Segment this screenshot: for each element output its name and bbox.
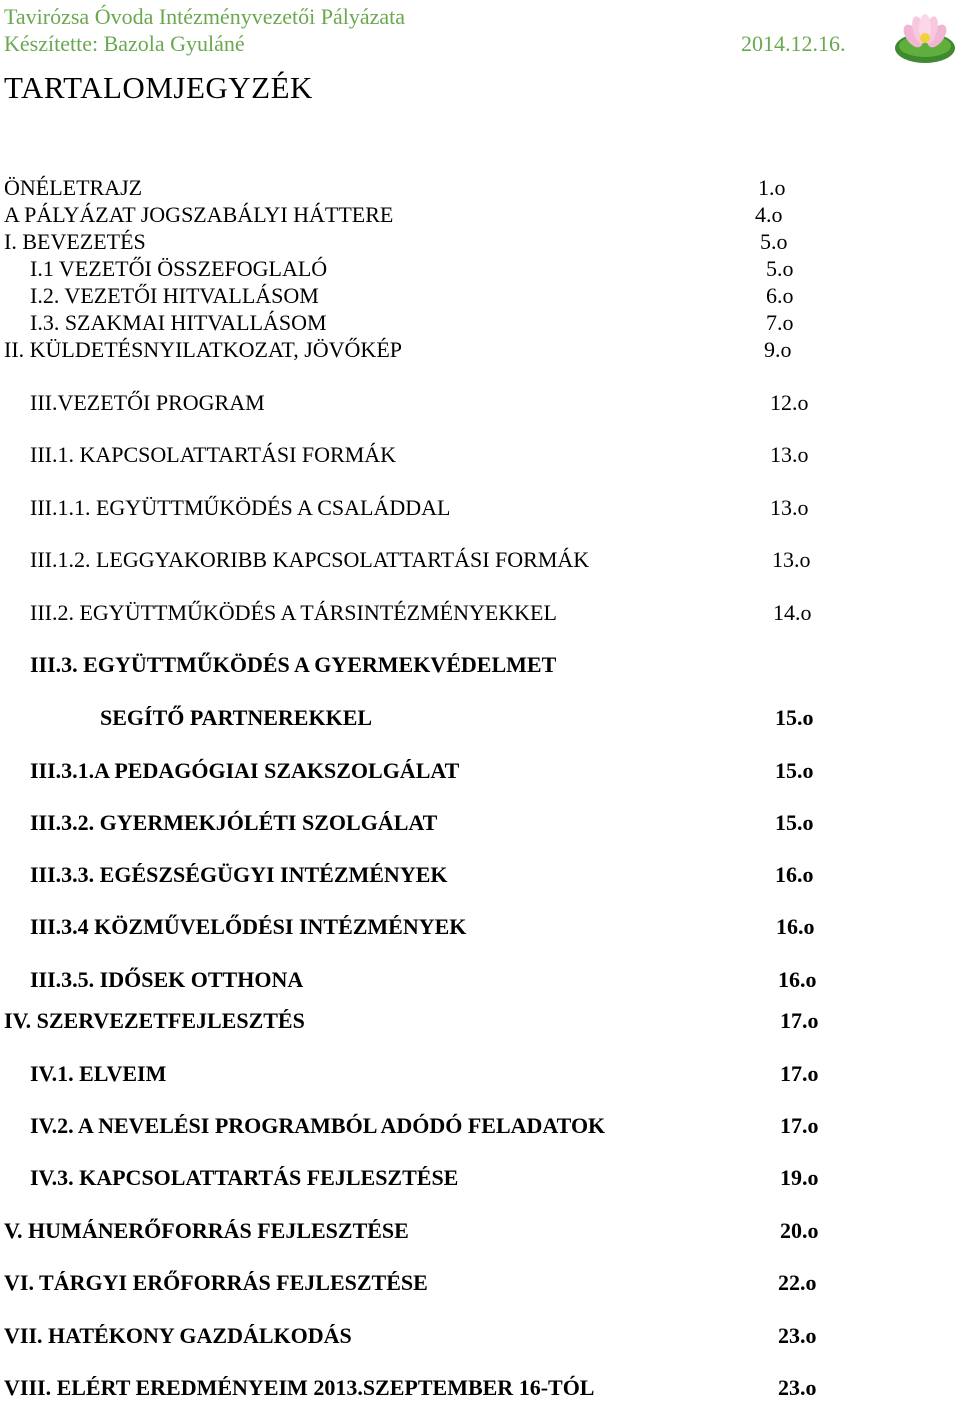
toc-entry-label: III.3.3. EGÉSZSÉGÜGYI INTÉZMÉNYEK [30,862,448,887]
toc-entry-page: 22.o [778,1270,817,1295]
toc-entry-label: A PÁLYÁZAT JOGSZABÁLYI HÁTTERE [4,202,394,227]
toc-entry-label: VIII. ELÉRT EREDMÉNYEIM 2013.SZEPTEMBER 16-TÓL [4,1375,595,1400]
toc-entry-label: III.3.1.A PEDAGÓGIAI SZAKSZOLGÁLAT [30,758,460,783]
toc-entry-label: V. HUMÁNERŐFORRÁS FEJLESZTÉSE [4,1218,409,1243]
toc-entry-label: III.1.1. EGYÜTTMŰKÖDÉS A CSALÁDDAL [30,495,451,520]
toc-entry-label: ÖNÉLETRAJZ [4,175,143,200]
toc-entry-page: 5.o [760,229,788,254]
toc-entry-page: 23.o [778,1323,817,1348]
toc-entry-label: I.3. SZAKMAI HITVALLÁSOM [30,310,327,335]
toc-entry-page: 6.o [766,283,794,308]
toc-entry-label: III.3. EGYÜTTMŰKÖDÉS A GYERMEKVÉDELMET [30,652,557,677]
toc-entry-page: 4.o [755,202,783,227]
toc-entry-page: 1.o [758,175,786,200]
toc-entry-page: 14.o [773,600,812,625]
toc-entry-page: 13.o [770,495,809,520]
toc-entry-page: 9.o [764,337,792,362]
toc-entry-page: 17.o [780,1113,819,1138]
toc-entry-page: 15.o [775,758,814,783]
lotus-flower-icon [893,8,957,66]
toc-entry-label: III.3.5. IDŐSEK OTTHONA [30,967,304,992]
toc-entry-label: I.1 VEZETŐI ÖSSZEFOGLALÓ [30,256,328,281]
toc-entry-page: 12.o [770,390,809,415]
toc-entry-page: 15.o [775,810,814,835]
toc-entry-label: III.1.2. LEGGYAKORIBB KAPCSOLATTARTÁSI FORMÁK [30,547,590,572]
toc-entry-label: VII. HATÉKONY GAZDÁLKODÁS [4,1323,352,1348]
toc-entry-label: III.1. KAPCSOLATTARTÁSI FORMÁK [30,442,397,467]
toc-title: TARTALOMJEGYZÉK [4,70,313,105]
toc-entry-page: 13.o [772,547,811,572]
toc-entry-page: 16.o [775,862,814,887]
toc-entry-label: I. BEVEZETÉS [4,229,146,254]
toc-entry-page: 16.o [778,967,817,992]
toc-entry-label: IV.1. ELVEIM [30,1061,167,1086]
toc-entry-label: III.3.4 KÖZMŰVELŐDÉSI INTÉZMÉNYEK [30,914,467,939]
toc-entry-page: 15.o [775,705,814,730]
toc-entry-label: III.3.2. GYERMEKJÓLÉTI SZOLGÁLAT [30,810,438,835]
toc-entry-label: III.2. EGYÜTTMŰKÖDÉS A TÁRSINTÉZMÉNYEKKEL [30,600,557,625]
header-author: Készítette: Bazola Gyuláné [4,31,245,56]
toc-entry-label: II. KÜLDETÉSNYILATKOZAT, JÖVŐKÉP [4,337,402,362]
toc-entry-page: 16.o [776,914,815,939]
toc-entry-page: 19.o [780,1165,819,1190]
toc-entry-label: IV.3. KAPCSOLATTARTÁS FEJLESZTÉSE [30,1165,459,1190]
toc-entry-label: III.VEZETŐI PROGRAM [30,390,265,415]
header-title: Tavirózsa Óvoda Intézményvezetői Pályázata [4,4,405,29]
toc-entry-label: IV.2. A NEVELÉSI PROGRAMBÓL ADÓDÓ FELADATOK [30,1113,606,1138]
toc-entry-page: 5.o [766,256,794,281]
toc-entry-page: 17.o [780,1061,819,1086]
toc-entry-label: IV. SZERVEZETFEJLESZTÉS [4,1008,305,1033]
toc-entry-page: 23.o [778,1375,817,1400]
toc-entry-page: 7.o [766,310,794,335]
toc-entry-label: VI. TÁRGYI ERŐFORRÁS FEJLESZTÉSE [4,1270,428,1295]
toc-entry-label: I.2. VEZETŐI HITVALLÁSOM [30,283,319,308]
toc-entry-label: SEGÍTŐ PARTNEREKKEL [100,705,373,730]
toc-entry-page: 17.o [780,1008,819,1033]
toc-entry-page: 20.o [780,1218,819,1243]
toc-entry-page: 13.o [770,442,809,467]
header-date: 2014.12.16. [741,31,846,56]
